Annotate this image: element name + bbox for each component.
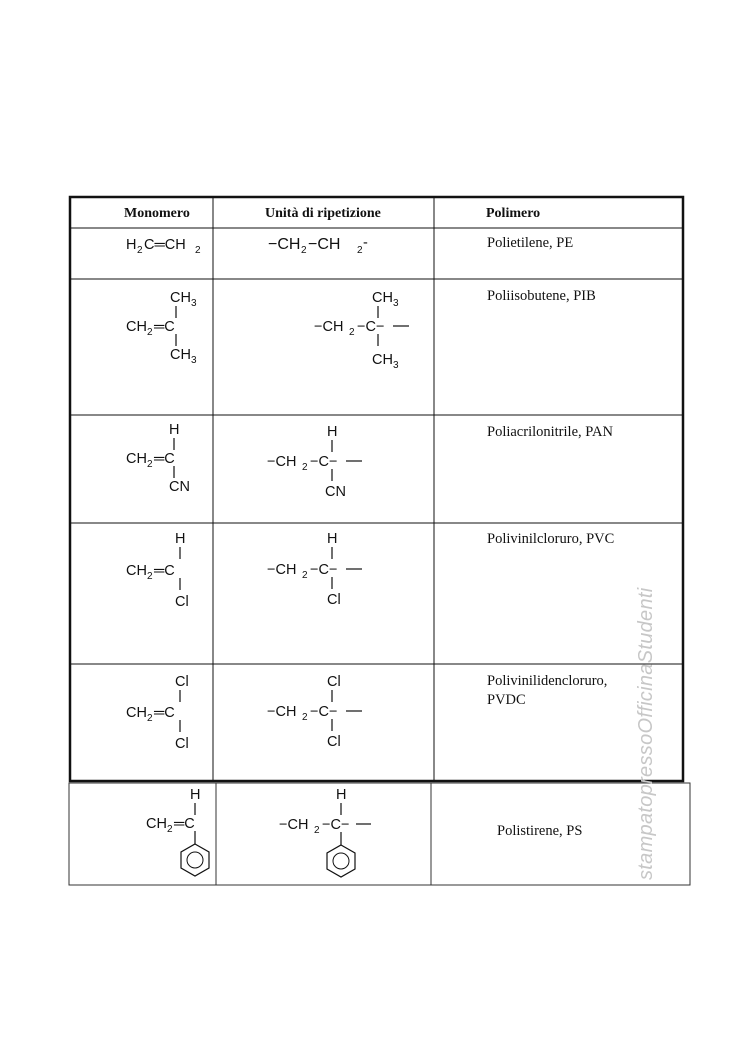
svg-text:2: 2 [167, 824, 173, 835]
svg-text:CN: CN [325, 484, 346, 500]
polymer-name-pvc: Polivinilcloruro, PVC [487, 531, 615, 547]
svg-text:CN: CN [169, 479, 190, 495]
svg-text:2: 2 [349, 327, 355, 338]
svg-text:CH: CH [126, 563, 147, 579]
svg-text:CH: CH [372, 290, 393, 306]
svg-text:═C: ═C [154, 451, 175, 467]
polymer-name-ps: Polistirene, PS [497, 823, 583, 839]
svg-text:3: 3 [191, 355, 197, 366]
svg-text:−C−: −C− [310, 454, 338, 470]
svg-text:−C−: −C− [322, 817, 350, 833]
polymer-name-pvdc-line2: PVDC [487, 692, 526, 708]
svg-text:2: 2 [301, 245, 307, 256]
svg-text:Cl: Cl [327, 592, 341, 608]
svg-text:2: 2 [302, 712, 308, 723]
header-polymer: Polimero [486, 206, 541, 221]
svg-text:2: 2 [302, 570, 308, 581]
polymer-name-pan: Poliacrilonitrile, PAN [487, 424, 613, 440]
svg-text:2: 2 [147, 571, 153, 582]
svg-text:CH: CH [146, 816, 167, 832]
svg-text:−CH: −CH [314, 319, 344, 335]
svg-text:3: 3 [191, 298, 197, 309]
svg-text:H: H [175, 531, 186, 547]
polymer-name-pib: Poliisobutene, PIB [487, 288, 596, 304]
svg-text:CH: CH [170, 347, 191, 363]
svg-text:CH: CH [126, 319, 147, 335]
svg-text:−CH: −CH [267, 704, 297, 720]
svg-text:Cl: Cl [175, 594, 189, 610]
svg-text:CH: CH [126, 451, 147, 467]
svg-text:CH: CH [372, 352, 393, 368]
svg-text:Cl: Cl [327, 674, 341, 690]
svg-text:−C−: −C− [310, 562, 338, 578]
svg-text:2: 2 [147, 327, 153, 338]
benzene-ring-icon [327, 845, 355, 877]
svg-text:−CH: −CH [267, 562, 297, 578]
svg-text:2: 2 [137, 245, 143, 256]
watermark: stampatopressoOfficinaStudenti [635, 587, 657, 880]
svg-text:C═CH: C═CH [144, 237, 186, 253]
svg-text:3: 3 [393, 298, 399, 309]
svg-text:H: H [190, 787, 201, 803]
svg-text:H: H [327, 531, 338, 547]
svg-text:CH: CH [170, 290, 191, 306]
header-monomer: Monomero [124, 206, 190, 221]
svg-text:═C: ═C [174, 816, 195, 832]
svg-text:2: 2 [195, 245, 201, 256]
svg-text:−C−: −C− [357, 319, 385, 335]
svg-text:H: H [169, 422, 180, 438]
polymer-name-pe: Polietilene, PE [487, 235, 574, 251]
svg-text:H: H [336, 787, 347, 803]
svg-text:CH: CH [126, 705, 147, 721]
svg-text:H: H [327, 424, 338, 440]
svg-text:2: 2 [302, 462, 308, 473]
svg-text:═C: ═C [154, 705, 175, 721]
svg-text:2: 2 [357, 245, 363, 256]
svg-text:Cl: Cl [327, 734, 341, 750]
svg-text:H: H [126, 237, 137, 253]
svg-text:−CH: −CH [267, 454, 297, 470]
svg-text:3: 3 [393, 360, 399, 371]
svg-text:═C: ═C [154, 319, 175, 335]
svg-text:═C: ═C [154, 563, 175, 579]
svg-text:2: 2 [314, 825, 320, 836]
svg-text:−CH: −CH [308, 236, 341, 253]
svg-text:−CH: −CH [268, 236, 301, 253]
svg-text:2: 2 [147, 713, 153, 724]
svg-text:Cl: Cl [175, 736, 189, 752]
polymer-name-pvdc-line1: Polivinilidencloruro, [487, 673, 608, 689]
svg-text:-: - [363, 235, 368, 251]
svg-text:−CH: −CH [279, 817, 309, 833]
header-repeat-unit: Unità di ripetizione [265, 206, 381, 221]
svg-text:Cl: Cl [175, 674, 189, 690]
svg-text:2: 2 [147, 459, 153, 470]
svg-text:−C−: −C− [310, 704, 338, 720]
